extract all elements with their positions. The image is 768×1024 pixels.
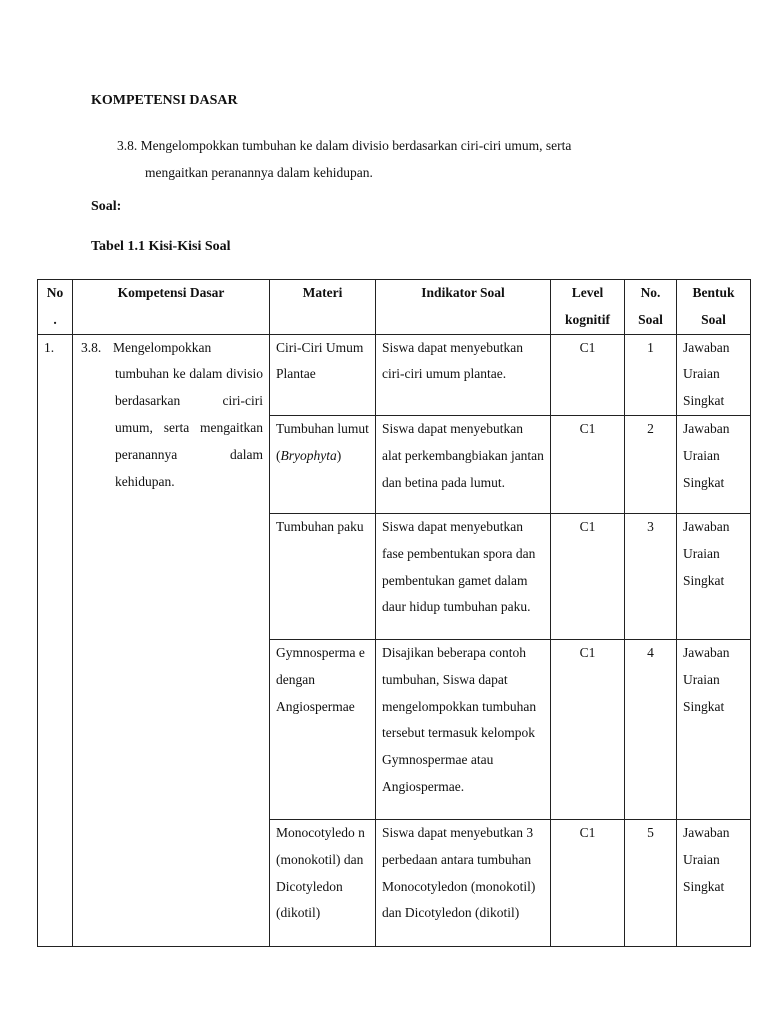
nosoal-cell: 1	[625, 334, 677, 415]
header-kd: Kompetensi Dasar	[73, 280, 270, 335]
indikator-cell: Siswa dapat menyebutkan 3 perbedaan antara tumbuhan Monocotyledon (monokotil) dan Dicotyledon (dikotil)	[376, 819, 551, 946]
kd-cell-body: tumbuhan ke dalam divisio berdasarkan ciri-ciri umum, serta mengaitkan peranannya dalam kehidupan.	[115, 366, 263, 489]
kd-statement	[117, 132, 637, 186]
level-cell: C1	[551, 819, 625, 946]
materi-cell: Monocotyledo n (monokotil) dan Dicotyledon (dikotil)	[270, 819, 376, 946]
kisi-kisi-table	[37, 279, 751, 947]
nosoal-cell: 2	[625, 415, 677, 513]
soal-label: Soal:	[91, 199, 122, 214]
level-cell: C1	[551, 639, 625, 819]
materi-text: Tumbuhan lumut (	[276, 420, 369, 463]
bentuk-cell: Jawaban Uraian Singkat	[677, 513, 751, 639]
kd-cell-first-word: Mengelompokkan	[113, 339, 212, 355]
bentuk-cell: Jawaban Uraian Singkat	[677, 415, 751, 513]
bentuk-cell: Jawaban Uraian Singkat	[677, 819, 751, 946]
indikator-cell: Siswa dapat menyebutkan alat perkembangbiakan jantan dan betina pada lumut.	[376, 415, 551, 513]
kd-number: 3.8.	[117, 138, 138, 153]
header-materi: Materi	[270, 280, 376, 335]
materi-cell: Ciri-Ciri Umum Plantae	[270, 334, 376, 415]
kd-cell-number: 3.8.	[81, 339, 102, 355]
table-header-row	[38, 280, 751, 335]
indikator-cell: Siswa dapat menyebutkan ciri-ciri umum plantae.	[376, 334, 551, 415]
kd-line1: Mengelompokkan tumbuhan ke dalam divisio berdasarkan ciri-ciri umum, serta	[140, 138, 572, 153]
materi-italic: Bryophyta	[280, 447, 337, 463]
materi-cell: Tumbuhan paku	[270, 513, 376, 639]
kd-cell	[73, 334, 270, 946]
table-caption: Tabel 1.1 Kisi-Kisi Soal	[91, 239, 231, 254]
table-row	[38, 334, 751, 415]
header-nosoal: No. Soal	[625, 280, 677, 335]
level-cell: C1	[551, 415, 625, 513]
kd-statement-line2: mengaitkan peranannya dalam kehidupan.	[145, 165, 373, 180]
header-bentuk: Bentuk Soal	[677, 280, 751, 335]
header-no: No .	[38, 280, 73, 335]
bentuk-cell: Jawaban Uraian Singkat	[677, 334, 751, 415]
header-level: Level kognitif	[551, 280, 625, 335]
materi-text-end: )	[336, 447, 342, 463]
nosoal-cell: 4	[625, 639, 677, 819]
level-cell: C1	[551, 334, 625, 415]
indikator-cell: Siswa dapat menyebutkan fase pembentukan spora dan pembentukan gamet dalam daur hidup tumbuhan paku.	[376, 513, 551, 639]
materi-cell: Gymnosperma e dengan Angiospermae	[270, 639, 376, 819]
nosoal-cell: 3	[625, 513, 677, 639]
kd-cell-first-line	[81, 335, 263, 362]
indikator-cell: Disajikan beberapa contoh tumbuhan, Siswa dapat mengelompokkan tumbuhan tersebut termasuk kelompok Gymnospermae atau Angiospermae.	[376, 639, 551, 819]
row-number: 1.	[38, 334, 73, 946]
level-cell: C1	[551, 513, 625, 639]
section-heading: KOMPETENSI DASAR	[91, 93, 238, 108]
kd-statement-line1	[117, 132, 637, 159]
bentuk-cell: Jawaban Uraian Singkat	[677, 639, 751, 819]
nosoal-cell: 5	[625, 819, 677, 946]
materi-cell	[270, 415, 376, 513]
header-indikator: Indikator Soal	[376, 280, 551, 335]
